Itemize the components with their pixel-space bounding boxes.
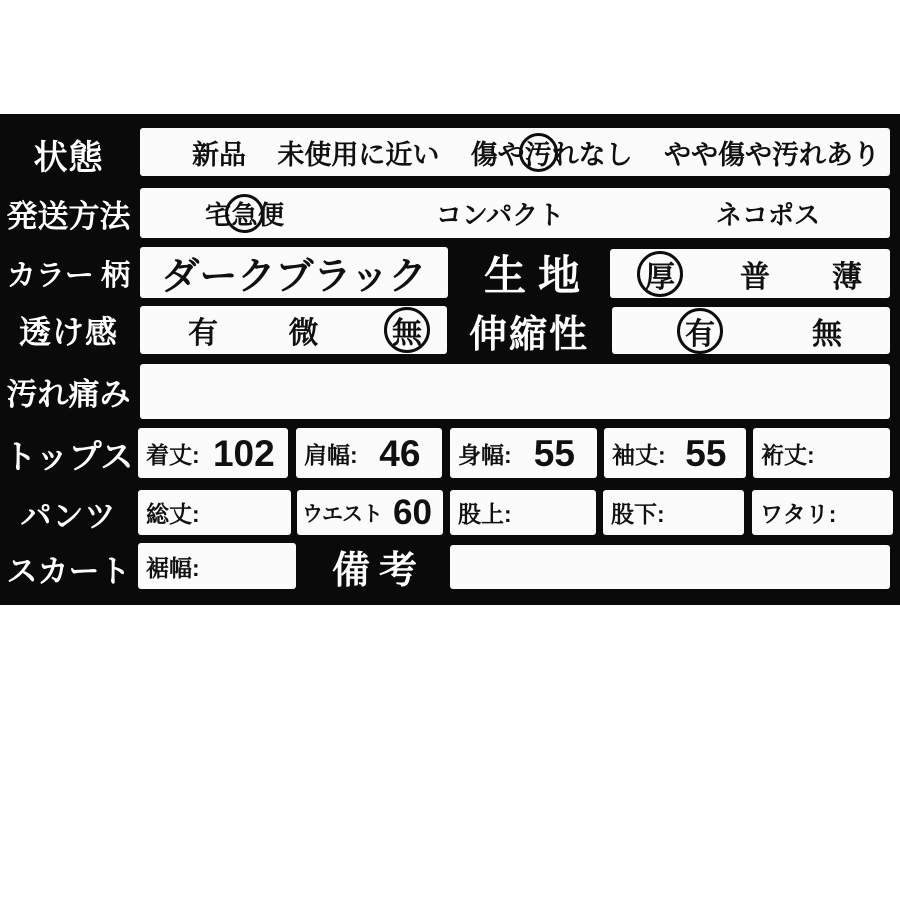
tops-shoulder-cell: 肩幅: 46 <box>296 428 442 478</box>
condition-option-some-damage: やや傷や汚れあり <box>663 139 880 170</box>
stretch-section-label: 伸縮性 <box>468 313 589 356</box>
skirt-row-label: スカート <box>6 553 131 589</box>
circle-mark: 有 <box>677 308 723 354</box>
circle-mark: 厚 <box>637 251 683 297</box>
remarks-section-label: 備考 <box>331 549 426 592</box>
shipping-row-label: 発送方法 <box>6 198 131 234</box>
condition-option-no-damage: 傷や 汚 れなし <box>471 133 633 172</box>
condition-row-label: 状態 <box>33 139 104 177</box>
condition-option-like-new: 未使用に近い <box>277 139 440 170</box>
circle-mark: 無 <box>384 307 430 353</box>
color-row-label: カラー 柄 <box>6 259 131 292</box>
tops-sleeve-cell: 袖丈: 55 <box>604 428 746 478</box>
spec-table <box>0 114 900 605</box>
sheerness-option-none <box>389 316 425 350</box>
circle-mark: 急 <box>225 194 264 233</box>
stretch-option-yes <box>682 317 718 351</box>
color-value-cell <box>140 247 448 298</box>
tops-row-label: トップス <box>3 439 134 476</box>
shipping-option-takkyubin: 宅 急 便 <box>205 195 284 232</box>
fabric-options-cell <box>610 249 890 298</box>
sheerness-row-label: 透け感 <box>18 314 118 350</box>
tops-body-width-cell: 身幅: 55 <box>450 428 597 478</box>
circle-mark: 汚 <box>519 133 558 172</box>
damage-notes-cell <box>140 364 890 419</box>
bottoms-rise-cell: 股上: <box>450 490 596 535</box>
fabric-option-normal: 普 <box>740 260 770 294</box>
sheerness-option-slight: 微 <box>288 317 319 350</box>
stretch-option-none: 無 <box>812 317 842 351</box>
stretch-options-cell <box>612 307 890 354</box>
sheerness-options-cell <box>140 306 447 354</box>
tops-length-cell: 着丈: 102 <box>138 428 288 478</box>
condition-options-cell <box>140 128 890 176</box>
tops-yuki-cell: 裄丈: <box>753 428 890 478</box>
fabric-section-label: 生地 <box>483 253 592 300</box>
condition-option-new: 新品 <box>192 139 246 170</box>
bottoms-thigh-cell: ワタリ: <box>752 490 893 535</box>
remarks-cell <box>450 545 890 589</box>
sheerness-option-yes: 有 <box>188 317 218 350</box>
shipping-option-nekopos: ネコポス <box>715 199 820 230</box>
bottoms-hem-cell: 裾幅: <box>138 543 296 589</box>
bottoms-waist-cell: ウエスト 60 <box>297 490 443 535</box>
fabric-option-thin: 薄 <box>832 260 862 294</box>
shipping-options-cell <box>140 188 890 238</box>
bottoms-inseam-cell: 股下: <box>603 490 744 535</box>
shipping-option-compact: コンパクト <box>435 199 565 230</box>
fabric-option-thick <box>642 260 678 294</box>
damage-row-label: 汚れ痛み <box>6 376 131 412</box>
color-value: ダークブラック <box>161 256 427 298</box>
pants-row-label: パンツ <box>20 498 117 534</box>
bottoms-total-length-cell: 総丈: <box>138 490 291 535</box>
